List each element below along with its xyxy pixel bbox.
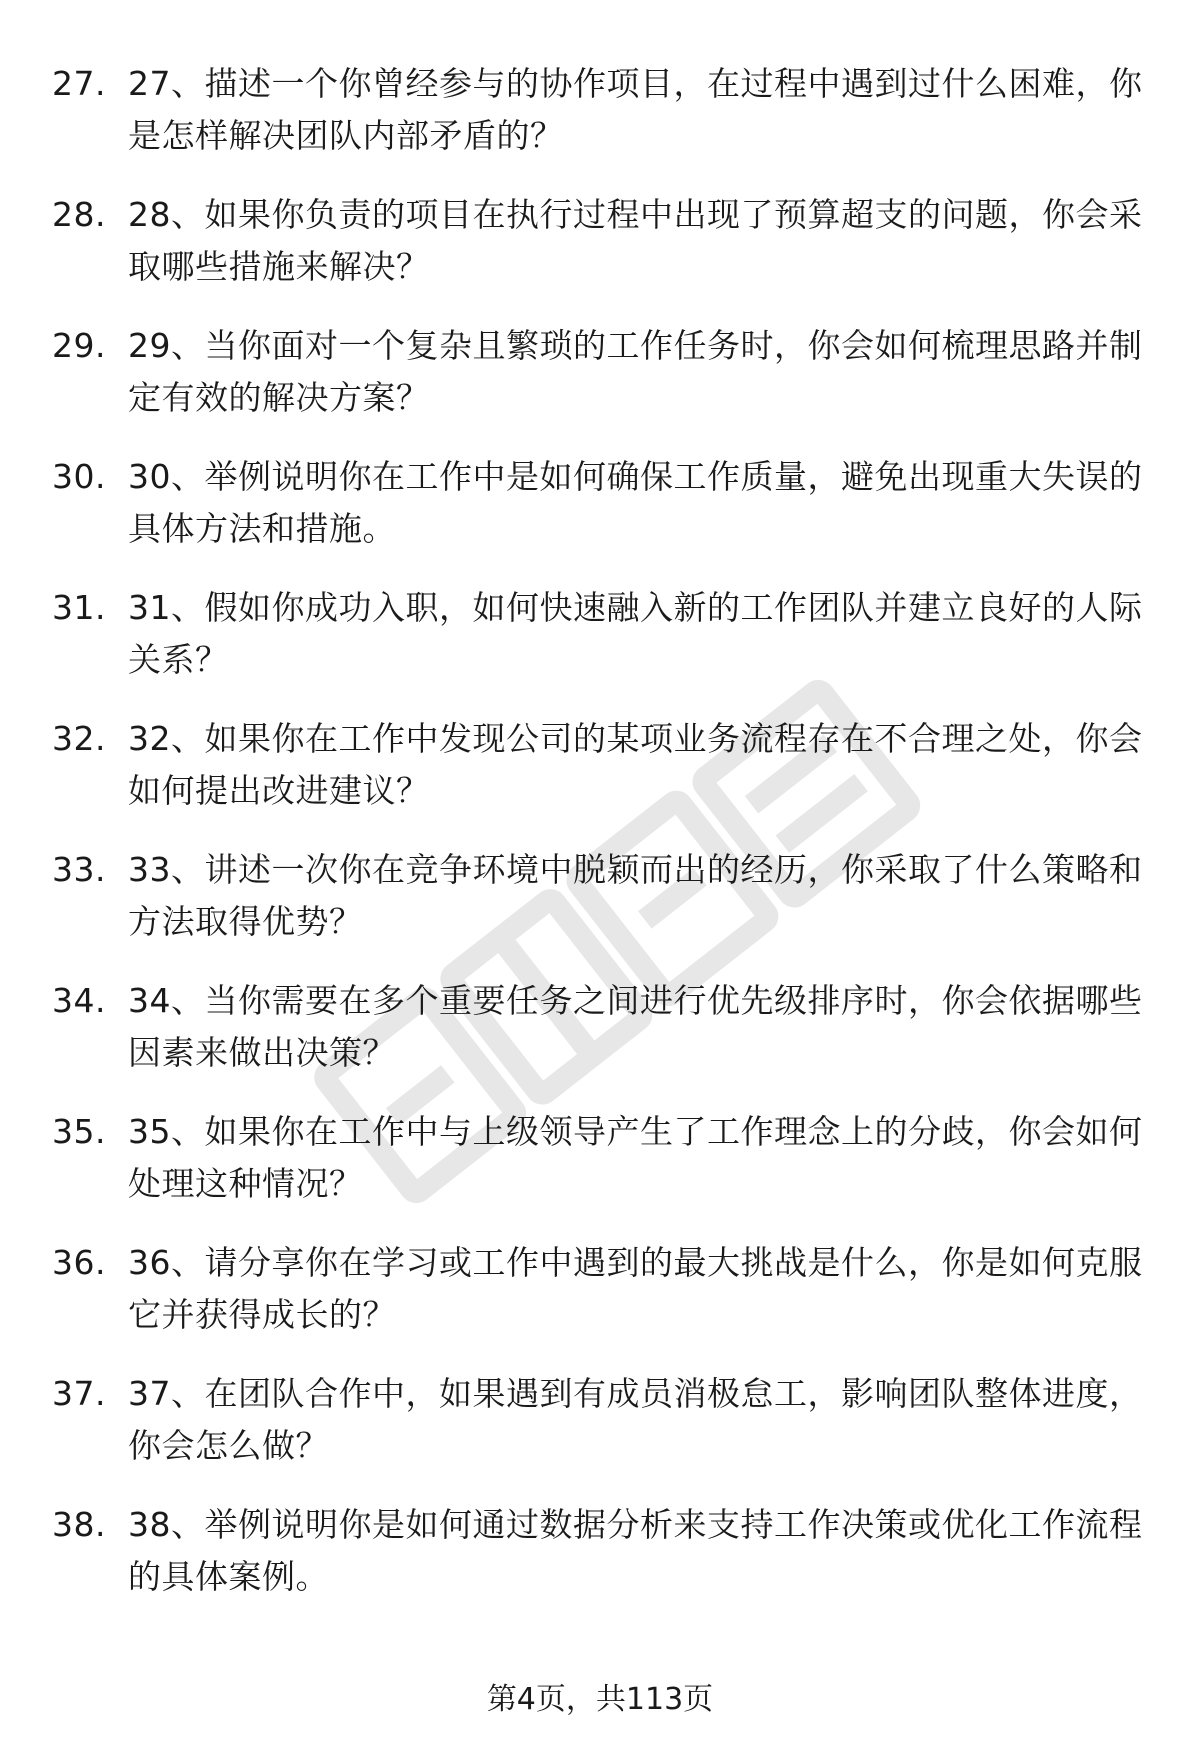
question-list [52, 58, 1152, 1630]
item-number: 35. [52, 1112, 106, 1151]
list-item [52, 713, 1152, 844]
question-text: 31、假如你成功入职，如何快速融入新的工作团队并建立良好的人际关系？ [128, 588, 1143, 679]
list-item [52, 975, 1152, 1106]
page-footer: 第4页，共113页 [486, 1682, 714, 1717]
question-text: 28、如果你负责的项目在执行过程中出现了预算超支的问题，你会采取哪些措施来解决？ [128, 195, 1143, 286]
question-text: 33、讲述一次你在竞争环境中脱颖而出的经历，你采取了什么策略和方法取得优势？ [128, 850, 1143, 941]
list-item [52, 844, 1152, 975]
question-text: 34、当你需要在多个重要任务之间进行优先级排序时，你会依据哪些因素来做出决策？ [128, 981, 1143, 1072]
item-number: 30. [52, 457, 106, 496]
list-item [52, 582, 1152, 713]
list-item [52, 451, 1152, 582]
item-number: 37. [52, 1374, 106, 1413]
list-item [52, 1237, 1152, 1368]
list-item [52, 189, 1152, 320]
item-number: 34. [52, 981, 106, 1020]
item-number: 27. [52, 64, 106, 103]
item-number: 33. [52, 850, 106, 889]
list-item [52, 1368, 1152, 1499]
question-text: 27、描述一个你曾经参与的协作项目，在过程中遇到过什么困难，你是怎样解决团队内部矛盾的？ [128, 64, 1143, 155]
question-text: 36、请分享你在学习或工作中遇到的最大挑战是什么，你是如何克服它并获得成长的？ [128, 1243, 1143, 1334]
question-text: 32、如果你在工作中发现公司的某项业务流程存在不合理之处，你会如何提出改进建议？ [128, 719, 1143, 810]
question-text: 35、如果你在工作中与上级领导产生了工作理念上的分歧，你会如何处理这种情况？ [128, 1112, 1143, 1203]
question-text: 38、举例说明你是如何通过数据分析来支持工作决策或优化工作流程的具体案例。 [128, 1505, 1143, 1596]
item-number: 31. [52, 588, 106, 627]
list-item [52, 1106, 1152, 1237]
item-number: 28. [52, 195, 106, 234]
item-number: 38. [52, 1505, 106, 1544]
item-number: 36. [52, 1243, 106, 1282]
item-number: 32. [52, 719, 106, 758]
list-item [52, 320, 1152, 451]
list-item [52, 1499, 1152, 1630]
list-item [52, 58, 1152, 189]
item-number: 29. [52, 326, 106, 365]
question-text: 29、当你面对一个复杂且繁琐的工作任务时，你会如何梳理思路并制定有效的解决方案？ [128, 326, 1143, 417]
question-text: 37、在团队合作中，如果遇到有成员消极怠工，影响团队整体进度，你会怎么做？ [128, 1374, 1143, 1465]
question-text: 30、举例说明你在工作中是如何确保工作质量，避免出现重大失误的具体方法和措施。 [128, 457, 1143, 548]
